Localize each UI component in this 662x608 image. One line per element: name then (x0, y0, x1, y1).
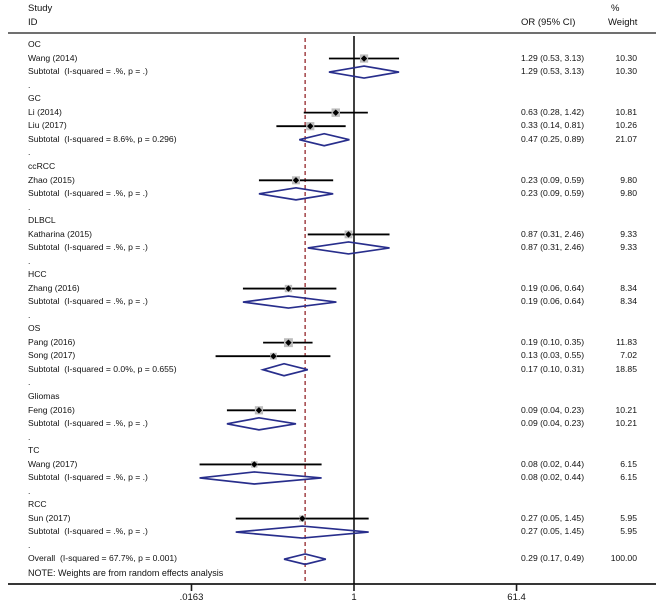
or-ci-value: 0.17 (0.10, 0.31) (521, 363, 585, 374)
weight-value: 10.21 (615, 418, 637, 429)
subtotal-diamond (299, 134, 349, 146)
or-ci-value: 0.33 (0.14, 0.81) (521, 120, 585, 131)
or-ci-value: 0.29 (0.17, 0.49) (521, 553, 585, 564)
subtotal-diamond (329, 66, 399, 78)
weight-value: 9.80 (620, 174, 637, 185)
weight-value: 10.81 (615, 106, 637, 117)
group-label: Gliomas (28, 390, 60, 401)
or-ci-value: 1.29 (0.53, 3.13) (521, 52, 585, 63)
subtotal-label: Subtotal (I-squared = .%, p = .) (28, 242, 148, 253)
group-label: OC (28, 39, 41, 50)
separator-dot: . (28, 539, 31, 550)
separator-dot: . (28, 201, 31, 212)
note-text: NOTE: Weights are from random effects analysis (28, 568, 224, 578)
or-ci-value: 0.47 (0.25, 0.89) (521, 133, 585, 144)
subtotal-label: Subtotal (I-squared = .%, p = .) (28, 526, 148, 537)
or-ci-value: 0.27 (0.05, 1.45) (521, 526, 585, 537)
weight-value: 18.85 (615, 363, 637, 374)
group-label: HCC (28, 269, 47, 280)
or-ci-value: 0.63 (0.28, 1.42) (521, 106, 585, 117)
col-header-weight: Weight (608, 17, 638, 28)
subtotal-label: Subtotal (I-squared = .%, p = .) (28, 296, 148, 307)
study-label: Pang (2016) (28, 336, 76, 347)
overall-label: Overall (I-squared = 67.7%, p = 0.001) (28, 553, 178, 564)
col-header-id: ID (28, 17, 38, 28)
separator-dot: . (28, 377, 31, 388)
subtotal-label: Subtotal (I-squared = .%, p = .) (28, 66, 148, 77)
study-label: Feng (2016) (28, 404, 75, 415)
study-label: Zhao (2015) (28, 174, 75, 185)
study-label: Wang (2017) (28, 458, 78, 469)
col-header-or-ci: OR (95% CI) (521, 17, 576, 28)
separator-dot: . (28, 255, 31, 266)
weight-value: 11.83 (616, 336, 637, 347)
axis-tick-label: 1 (351, 592, 357, 603)
or-ci-value: 0.27 (0.05, 1.45) (521, 512, 585, 523)
weight-value: 8.34 (620, 296, 637, 307)
weight-value: 10.26 (615, 120, 637, 131)
weight-value: 5.95 (620, 526, 637, 537)
weight-value: 10.30 (615, 66, 637, 77)
or-ci-value: 0.09 (0.04, 0.23) (521, 404, 585, 415)
or-ci-value: 0.87 (0.31, 2.46) (521, 228, 585, 239)
group-label: TC (28, 445, 40, 456)
or-ci-value: 0.13 (0.03, 0.55) (521, 350, 585, 361)
subtotal-label: Subtotal (I-squared = .%, p = .) (28, 418, 148, 429)
study-label: Zhang (2016) (28, 282, 80, 293)
weight-value: 21.07 (615, 133, 637, 144)
group-label: ccRCC (28, 160, 56, 171)
weight-value: 10.21 (615, 404, 637, 415)
subtotal-label: Subtotal (I-squared = 8.6%, p = 0.296) (28, 133, 177, 144)
separator-dot: . (28, 309, 31, 320)
subtotal-label: Subtotal (I-squared = .%, p = .) (28, 472, 148, 483)
subtotal-label: Subtotal (I-squared = 0.0%, p = 0.655) (28, 363, 177, 374)
axis-tick-label: .0163 (179, 592, 204, 603)
subtotal-diamond (200, 472, 322, 484)
weight-value: 10.30 (615, 52, 637, 63)
or-ci-value: 0.08 (0.02, 0.44) (521, 472, 585, 483)
separator-dot: . (28, 147, 31, 158)
or-ci-value: 0.19 (0.06, 0.64) (521, 282, 585, 293)
subtotal-diamond (259, 188, 333, 200)
group-label: OS (28, 323, 41, 334)
weight-value: 9.33 (620, 228, 637, 239)
axis-tick-label: 61.4 (507, 592, 526, 603)
weight-value: 8.34 (620, 282, 637, 293)
or-ci-value: 0.19 (0.06, 0.64) (521, 296, 585, 307)
or-ci-value: 0.09 (0.04, 0.23) (521, 418, 585, 429)
weight-value: 9.33 (620, 242, 637, 253)
subtotal-diamond (308, 242, 390, 254)
study-label: Wang (2014) (28, 52, 78, 63)
weight-value: 9.80 (620, 188, 637, 199)
or-ci-value: 1.29 (0.53, 3.13) (521, 66, 585, 77)
study-label: Sun (2017) (28, 512, 71, 523)
separator-dot: . (28, 485, 31, 496)
weight-value: 5.95 (620, 512, 637, 523)
weight-value: 6.15 (620, 458, 637, 469)
col-header-percent: % (611, 3, 620, 14)
or-ci-value: 0.87 (0.31, 2.46) (521, 242, 585, 253)
subtotal-diamond (236, 526, 369, 538)
weight-value: 6.15 (620, 472, 637, 483)
group-label: RCC (28, 499, 47, 510)
or-ci-value: 0.08 (0.02, 0.44) (521, 458, 585, 469)
weight-value: 7.02 (620, 350, 637, 361)
subtotal-diamond (227, 418, 296, 430)
or-ci-value: 0.19 (0.10, 0.35) (521, 336, 585, 347)
or-ci-value: 0.23 (0.09, 0.59) (521, 174, 585, 185)
or-ci-value: 0.23 (0.09, 0.59) (521, 188, 585, 199)
group-label: GC (28, 93, 41, 104)
study-label: Li (2014) (28, 106, 62, 117)
separator-dot: . (28, 431, 31, 442)
subtotal-diamond (243, 296, 336, 308)
weight-value: 100.00 (610, 553, 637, 564)
group-label: DLBCL (28, 215, 56, 226)
subtotal-label: Subtotal (I-squared = .%, p = .) (28, 188, 148, 199)
separator-dot: . (28, 79, 31, 90)
study-label: Song (2017) (28, 350, 76, 361)
study-label: Liu (2017) (28, 120, 67, 131)
col-header-study: Study (28, 3, 53, 14)
subtotal-diamond (263, 364, 308, 376)
study-label: Katharina (2015) (28, 228, 93, 239)
